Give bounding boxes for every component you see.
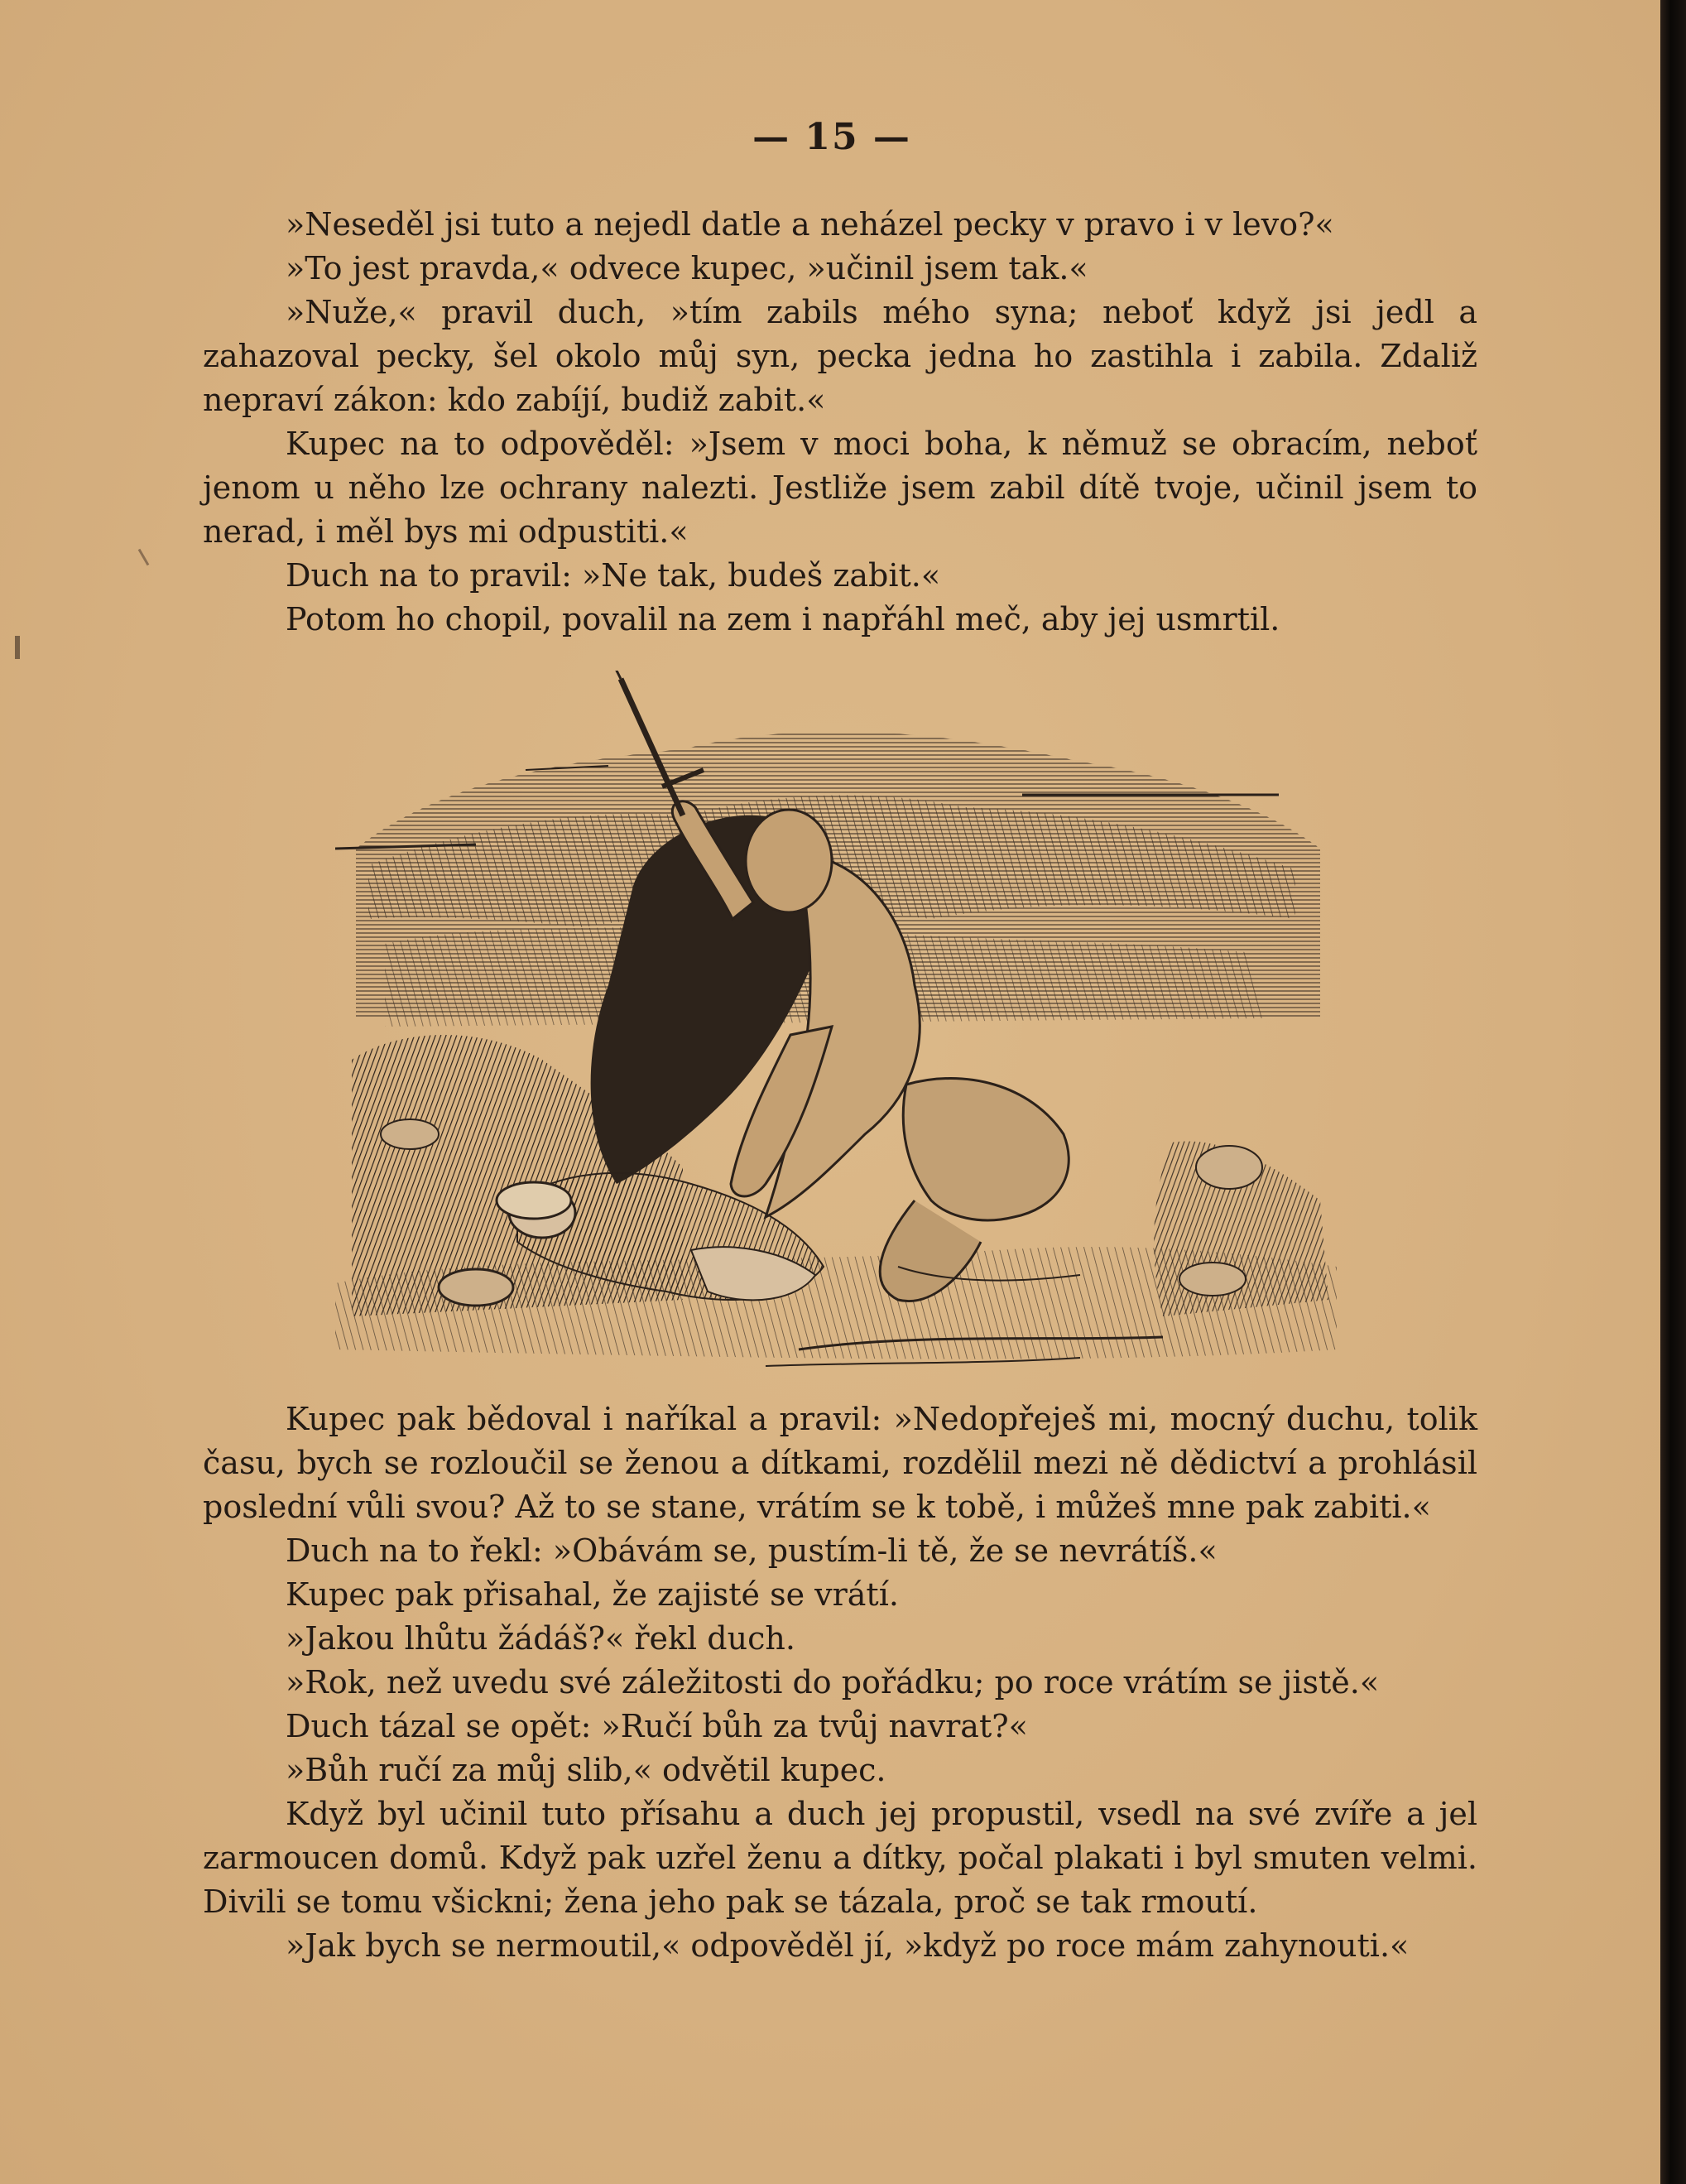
margin-mark bbox=[15, 636, 20, 659]
upper-text bbox=[203, 203, 1477, 642]
paragraph: »Rok, než uvedu své záležitosti do pořádku; po roce vrátím se jistě.« bbox=[286, 1664, 1380, 1701]
paragraph: »Jakou lhůtu žádáš?« řekl duch. bbox=[286, 1620, 795, 1657]
page-number: — 15 — bbox=[752, 116, 911, 158]
paragraph: Kupec pak bědoval i naříkal a pravil: »Nedopřeješ mi, mocný duchu, tolik času, bych se rozloučil se ženou a dítkami, rozdělil mezi ně dědictví a prohlásil poslední vůli svou? Až to se stane, vrátím se k tobě, i můžeš mne pak zabiti.« bbox=[203, 1401, 1477, 1525]
engraving-illustration-icon bbox=[335, 671, 1337, 1399]
paragraph: Kupec na to odpověděl: »Jsem v moci boha, k němuž se obracím, neboť jenom u něho lze ochrany nalezti. Jestliže jsem zabil dítě tvoje, učinil jsem to nerad, i měl bys mi odpustiti.« bbox=[203, 426, 1477, 550]
paragraph: Duch tázal se opět: »Ručí bůh za tvůj navrat?« bbox=[286, 1708, 1028, 1744]
paragraph: »Neseděl jsi tuto a nejedl datle a neházel pecky v pravo i v levo?« bbox=[286, 206, 1334, 243]
paragraph: »To jest pravda,« odvece kupec, »učinil jsem tak.« bbox=[286, 250, 1088, 286]
paragraph: Kupec pak přisahal, že zajisté se vrátí. bbox=[286, 1576, 899, 1613]
lower-text bbox=[203, 1397, 1477, 1968]
paragraph: Když byl učinil tuto přísahu a duch jej propustil, vsedl na své zvíře a jel zarmoucen domů. Když pak uzřel ženu a dítky, počal plakati i byl smuten velmi. Divili se tomu všickni; žena jeho pak se tázala, proč se tak rmoutí. bbox=[203, 1796, 1477, 1920]
paragraph: Duch na to pravil: »Ne tak, budeš zabit.« bbox=[286, 557, 941, 594]
paragraph: Potom ho chopil, povalil na zem i napřáhl meč, aby jej usmrtil. bbox=[286, 601, 1280, 637]
margin-tick bbox=[138, 549, 150, 566]
paragraph: »Nuže,« pravil duch, »tím zabils mého syna; neboť když jsi jedl a zahazoval pecky, šel okolo můj syn, pecka jedna ho zastihla i zabila. Zdaliž nepraví zákon: kdo zabíjí, budiž zabit.« bbox=[203, 294, 1477, 418]
binding-edge bbox=[1660, 0, 1686, 2184]
paragraph: »Bůh ručí za můj slib,« odvětil kupec. bbox=[286, 1752, 886, 1788]
paragraph: Duch na to řekl: »Obávám se, pustím-li tě, že se nevrátíš.« bbox=[286, 1532, 1218, 1569]
paragraph: »Jak bych se nermoutil,« odpověděl jí, »když po roce mám zahynouti.« bbox=[286, 1927, 1410, 1964]
